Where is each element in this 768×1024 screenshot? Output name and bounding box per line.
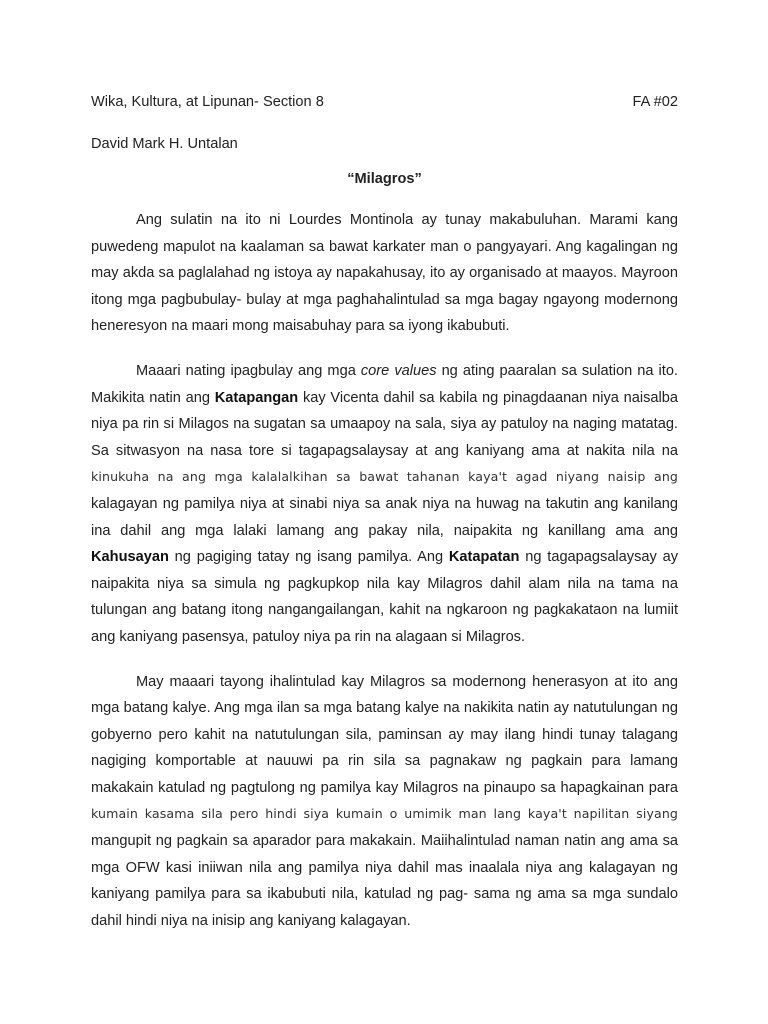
essay-title: “Milagros”: [347, 171, 422, 187]
paragraph-2-text-4: kinukuha na ang mga kalalalkihan sa bawat tahanan kaya't agad niyang naisip ang: [91, 469, 678, 485]
course-label: Wika, Kultura, at Lipunan- Section 8: [91, 94, 324, 110]
paragraph-2-text-3: kay Vicenta dahil sa kabila ng pinagdaanan niya naisalba niya pa rin si Milagos na sugatan sa umaapoy na sala, siya ay patuloy na naging matatag. Sa sitwasyon na nasa tore si tagapagsalaysay at ang kaniyang ama at nakita nila na: [91, 389, 678, 459]
katapatan-term: Katapatan: [448, 549, 520, 566]
paragraph-2-text-1: Maaari nating ipagbulay ang mga: [136, 362, 361, 379]
paragraph-1-text: Ang sulatin na ito ni Lourdes Montinola ay tunay makabuluhan. Marami kang puwedeng mapulot na kaalaman sa bawat karkater man o pangyayari. Ang kagalingan ng may akda sa paglalahad ng istoya ay napakahusay, ito ay organisado at maayos. Mayroon itong mga pagbubulay- bulay at mga paghahalintulad sa mga bagay ngayong modernong heneresyon na maari mong maisabuhay para sa iyong ikabubuti.: [91, 212, 678, 335]
core-values-term: core values: [360, 362, 437, 379]
author-name: David Mark H. Untalan: [91, 136, 238, 152]
paragraph-3-text-2: kumain kasama sila pero hindi siya kumain o umimik man lang kaya't napilitan siyang: [91, 806, 678, 822]
document-header: [91, 92, 678, 112]
paragraph-2-text-5: kalagayan ng pamilya niya at sinabi niya sa anak niya na huwag na takutin ang kanilang ina dahil ang mga lalaki lamang ang pakay nila, naipakita ng kanillang ama ang: [91, 495, 678, 539]
paragraph-3-text-3: mangupit ng pagkain sa aparador para makakain. Maiihalintulad naman natin ang ama sa mga OFW kasi iniiwan nila ang pamilya niya dahil mas inaalala niya ang kalagayan ng kaniyang pamilya para sa ikabubuti nila, katulad ng pag- sama ng ama sa mga sundalo dahil hindi niya na inisip ang kaniyang kalagayan.: [91, 833, 678, 929]
paragraph-2-text-7: ng tagapagsalaysay ay naipakita niya sa simula ng pagkupkop nila kay Milagros dahil alam nila na tama na tulungan ang batang itong nangangailangan, kahit na ngkaroon ng pagkakataon na lumiit ang kaniyang pasensya, patuloy niya pa rin na alagaan si Milagros.: [91, 549, 679, 645]
paragraph-2: [91, 358, 678, 651]
paragraph-1: [91, 207, 678, 340]
paragraph-3: [91, 669, 678, 935]
paragraph-2-text-2: ng ating paaralan sa sulation na ito. Makikita natin ang: [91, 362, 678, 406]
paragraph-2-text-6: ng pagiging tatay ng isang pamilya. Ang: [168, 549, 449, 566]
kahusayan-term: Kahusayan: [91, 549, 169, 566]
activity-label: FA #02: [632, 94, 678, 110]
katapangan-term: Katapangan: [214, 389, 299, 406]
paragraph-3-text-1: May maaari tayong ihalintulad kay Milagros sa modernong henerasyon at ito ang mga batang kalye. Ang mga ilan sa mga batang kalye na nakikita natin ay natutulungan ng gobyerno pero kahit na natutulungan sila, paminsan ay may ilang hindi tunay talagang nagiging komportable at nauuwi pa rin sila sa pagnakaw ng pagkain para lamang makakain katulad ng pagtulong ng pamilya kay Milagros na pinaupo sa hapagkainan para: [91, 673, 678, 796]
